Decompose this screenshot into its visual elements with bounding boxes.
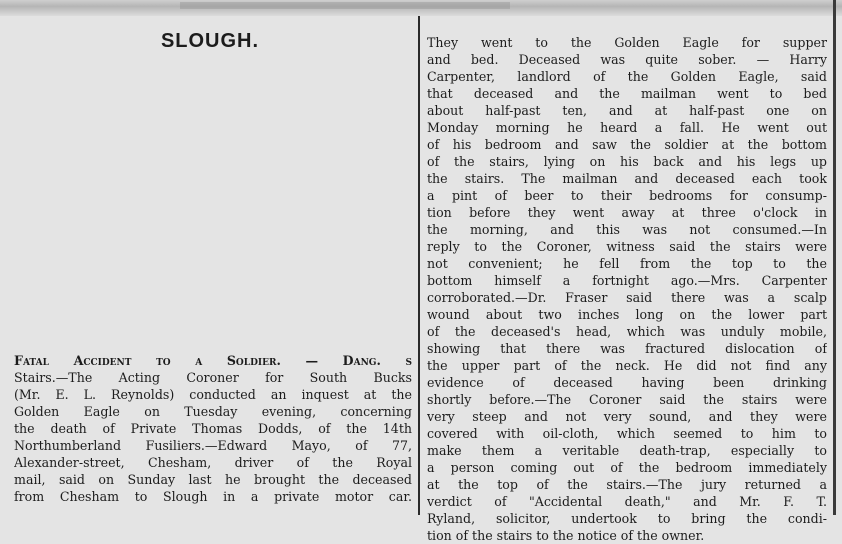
article-line: make them a veritable death-trap, especially to	[427, 443, 827, 458]
article-line: Stairs.—The Acting Coroner for South Bucks	[14, 370, 412, 385]
article-line: about half-past ten, and at half-past one on	[427, 103, 827, 118]
article-line: at the top of the stairs.—The jury returned a	[427, 477, 827, 492]
article-line: They went to the Golden Eagle for supper	[427, 35, 827, 50]
article-line: corroborated.—Dr. Fraser said there was a scalp	[427, 290, 827, 305]
cropped-previous-text	[180, 2, 510, 9]
article-line: Monday morning he heard a fall. He went out	[427, 120, 827, 135]
article-line: covered with oil-cloth, which seemed to him to	[427, 426, 827, 441]
article-line: Ryland, solicitor, undertook to bring the condi-	[427, 511, 827, 526]
article-line: the death of Private Thomas Dodds, of the 14th	[14, 421, 412, 436]
article-line: Alexander-street, Chesham, driver of the Royal	[14, 455, 412, 470]
article-line: shortly before.—The Coroner said the stairs were	[427, 392, 827, 407]
article-line: reply to the Coroner, witness said the stairs were	[427, 239, 827, 254]
article-line: bottom himself a fortnight ago.—Mrs. Carpenter	[427, 273, 827, 288]
article-line: from Chesham to Slough in a private motor car.	[14, 489, 412, 504]
article-line: a pint of beer to their bedrooms for consump-	[427, 188, 827, 203]
article-line: the upper part of the neck. He did not find any	[427, 358, 827, 373]
left-column	[14, 352, 412, 505]
article-line: mail, said on Sunday last he brought the deceased	[14, 472, 412, 487]
page-top-rule	[0, 0, 842, 16]
right-edge-rule	[833, 0, 836, 515]
article-line: (Mr. E. L. Reynolds) conducted an inquest at the	[14, 387, 412, 402]
article-line: not convenient; he fell from the top to the	[427, 256, 827, 271]
article-line: of the deceased's head, which was unduly mobile,	[427, 324, 827, 339]
article-line: the morning, and this was not consumed.—In	[427, 222, 827, 237]
article-line: of the stairs, lying on his back and his legs up	[427, 154, 827, 169]
article-line: Northumberland Fusiliers.—Edward Mayo, of 77,	[14, 438, 412, 453]
article-line: very steep and not very sound, and they were	[427, 409, 827, 424]
article-line: of his bedroom and saw the soldier at the bottom	[427, 137, 827, 152]
article-line: Carpenter, landlord of the Golden Eagle, said	[427, 69, 827, 84]
article-line: tion before they went away at three o'clock in	[427, 205, 827, 220]
article-line: a person coming out of the bedroom immediately	[427, 460, 827, 475]
column-divider	[418, 16, 420, 515]
section-heading: SLOUGH.	[160, 30, 260, 52]
article-line: verdict of "Accidental death," and Mr. F. T.	[427, 494, 827, 509]
article-line: and bed. Deceased was quite sober. — Harry	[427, 52, 827, 67]
article-line: evidence of deceased having been drinking	[427, 375, 827, 390]
article-line: wound about two inches long on the lower part	[427, 307, 827, 322]
article-line: showing that there was fractured dislocation of	[427, 341, 827, 356]
article-line: Fatal Accident to a Soldier. — Dang. s	[14, 353, 412, 368]
right-column	[427, 34, 827, 544]
article-line: tion of the stairs to the notice of the owner.	[427, 528, 705, 543]
article-line: that deceased and the mailman went to bed	[427, 86, 827, 101]
article-line: the stairs. The mailman and deceased each took	[427, 171, 827, 186]
article-line: Golden Eagle on Tuesday evening, concerning	[14, 404, 412, 419]
